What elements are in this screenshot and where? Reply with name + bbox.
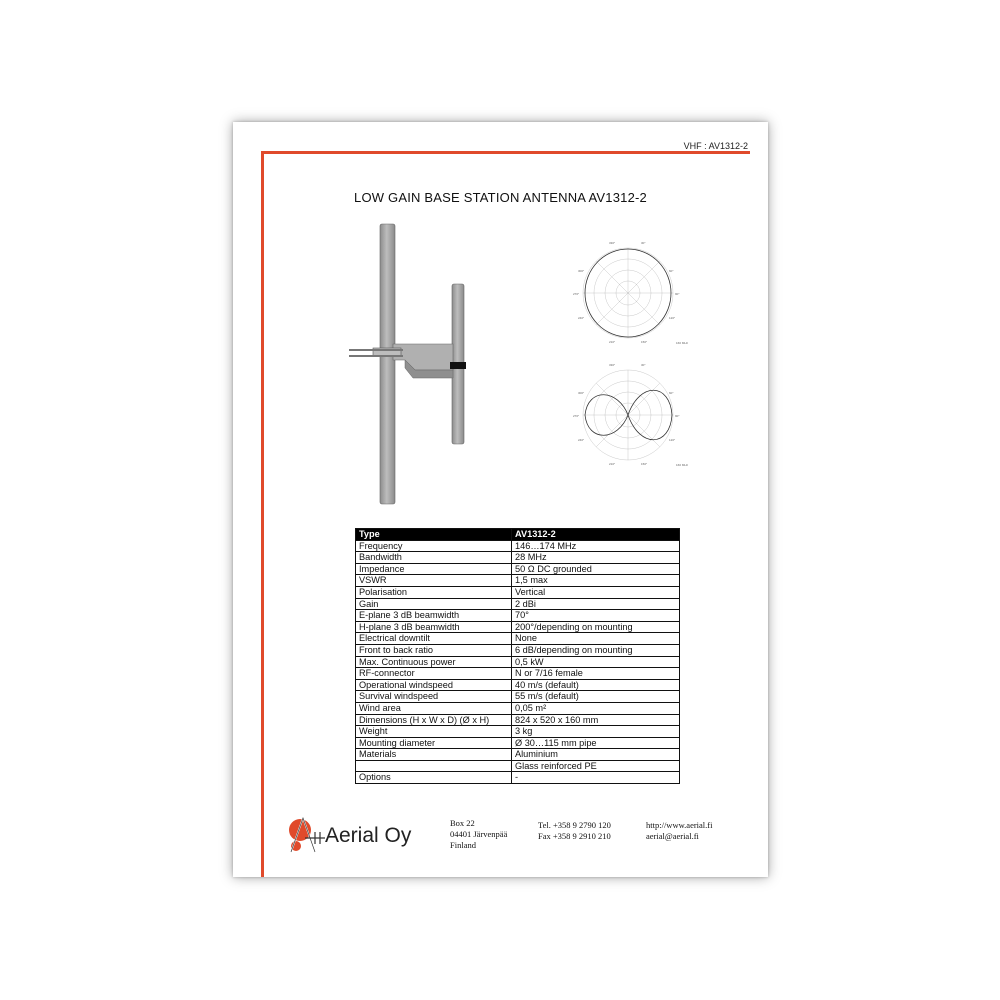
spec-value: 50 Ω DC grounded: [512, 563, 680, 575]
svg-text:60°: 60°: [669, 391, 674, 395]
spec-label: Impedance: [356, 563, 512, 575]
spec-table-header: [356, 529, 680, 541]
polar-pattern-h-plane: [558, 237, 698, 349]
spec-value: -: [512, 772, 680, 784]
spec-row: [356, 656, 680, 668]
footer-web: [646, 820, 713, 842]
spec-row: [356, 540, 680, 552]
company-name: Aerial Oy: [325, 824, 412, 847]
spec-value: N or 7/16 female: [512, 668, 680, 680]
spec-label: Gain: [356, 598, 512, 610]
spec-label: Dimensions (H x W x D) (Ø x H): [356, 714, 512, 726]
spec-table: [355, 528, 680, 784]
spec-value: 70°: [512, 610, 680, 622]
spec-label: Polarisation: [356, 586, 512, 598]
address-line: Finland: [450, 840, 476, 850]
spec-label: Frequency: [356, 540, 512, 552]
spec-row: [356, 772, 680, 784]
fax-line: Fax +358 9 2910 210: [538, 831, 611, 841]
svg-text:150°: 150°: [641, 462, 648, 466]
accent-rule-left: [261, 151, 264, 877]
spec-row: [356, 621, 680, 633]
website-link[interactable]: http://www.aerial.fi: [646, 820, 713, 830]
spec-value: Glass reinforced PE: [512, 760, 680, 772]
spec-label: Operational windspeed: [356, 679, 512, 691]
spec-value: 824 x 520 x 160 mm: [512, 714, 680, 726]
svg-text:160 MHz: 160 MHz: [676, 341, 689, 345]
spec-value: 40 m/s (default): [512, 679, 680, 691]
spec-row: [356, 633, 680, 645]
spec-row: [356, 679, 680, 691]
svg-text:300°: 300°: [578, 391, 585, 395]
spec-value: 146…174 MHz: [512, 540, 680, 552]
spec-label: RF-connector: [356, 668, 512, 680]
spec-row: [356, 702, 680, 714]
spec-row: [356, 668, 680, 680]
svg-text:60°: 60°: [669, 269, 674, 273]
spec-value: 0,5 kW: [512, 656, 680, 668]
svg-text:210°: 210°: [609, 462, 616, 466]
svg-text:30°: 30°: [641, 363, 646, 367]
spec-row: [356, 760, 680, 772]
spec-label: Weight: [356, 726, 512, 738]
footer-phone: [538, 820, 611, 842]
svg-text:30°: 30°: [641, 241, 646, 245]
svg-text:120°: 120°: [669, 438, 676, 442]
spec-row: [356, 552, 680, 564]
accent-rule-top: [261, 151, 750, 154]
spec-value: Vertical: [512, 586, 680, 598]
address-line: 04401 Järvenpää: [450, 829, 508, 839]
page-title: LOW GAIN BASE STATION ANTENNA AV1312-2: [354, 190, 647, 205]
spec-row: [356, 726, 680, 738]
svg-text:150°: 150°: [641, 340, 648, 344]
svg-text:270°: 270°: [573, 292, 580, 296]
spec-value: 28 MHz: [512, 552, 680, 564]
footer-address: [450, 818, 507, 851]
spec-row: [356, 644, 680, 656]
spec-value: Aluminium: [512, 749, 680, 761]
spec-label: Max. Continuous power: [356, 656, 512, 668]
email-link[interactable]: aerial@aerial.fi: [646, 831, 699, 841]
spec-value: 1,5 max: [512, 575, 680, 587]
spec-value: 0,05 m²: [512, 702, 680, 714]
spec-row: [356, 737, 680, 749]
svg-text:300°: 300°: [578, 269, 585, 273]
spec-row: [356, 691, 680, 703]
spec-row: [356, 749, 680, 761]
svg-text:240°: 240°: [578, 438, 585, 442]
svg-text:240°: 240°: [578, 316, 585, 320]
spec-label: Options: [356, 772, 512, 784]
spec-value: 6 dB/depending on mounting: [512, 644, 680, 656]
spec-label: VSWR: [356, 575, 512, 587]
spec-label: Electrical downtilt: [356, 633, 512, 645]
spec-label: E-plane 3 dB beamwidth: [356, 610, 512, 622]
spec-value: 200°/depending on mounting: [512, 621, 680, 633]
spec-row: [356, 598, 680, 610]
svg-text:270°: 270°: [573, 414, 580, 418]
polar-pattern-e-plane: [558, 359, 698, 471]
svg-text:330°: 330°: [609, 241, 616, 245]
spec-label: Bandwidth: [356, 552, 512, 564]
spec-label: Survival windspeed: [356, 691, 512, 703]
spec-row: [356, 610, 680, 622]
svg-text:210°: 210°: [609, 340, 616, 344]
spec-value: Ø 30…115 mm pipe: [512, 737, 680, 749]
spec-label: Wind area: [356, 702, 512, 714]
spec-label: [356, 760, 512, 772]
spec-label: Mounting diameter: [356, 737, 512, 749]
spec-label: Materials: [356, 749, 512, 761]
spec-value: 3 kg: [512, 726, 680, 738]
spec-label: H-plane 3 dB beamwidth: [356, 621, 512, 633]
spec-value: None: [512, 633, 680, 645]
document-code: VHF : AV1312-2: [683, 141, 748, 151]
spec-value: 55 m/s (default): [512, 691, 680, 703]
spec-header-value: AV1312-2: [512, 529, 680, 541]
svg-text:90°: 90°: [675, 414, 680, 418]
spec-row: [356, 586, 680, 598]
svg-text:120°: 120°: [669, 316, 676, 320]
spec-value: 2 dBi: [512, 598, 680, 610]
address-line: Box 22: [450, 818, 475, 828]
svg-text:90°: 90°: [675, 292, 680, 296]
svg-text:330°: 330°: [609, 363, 616, 367]
antenna-illustration: [343, 222, 483, 507]
spec-label: Front to back ratio: [356, 644, 512, 656]
spec-header-label: Type: [356, 529, 512, 541]
spec-row: [356, 563, 680, 575]
datasheet-page: [233, 122, 768, 877]
spec-row: [356, 575, 680, 587]
svg-text:160 MHz: 160 MHz: [676, 463, 689, 467]
phone-line: Tel. +358 9 2790 120: [538, 820, 611, 830]
spec-row: [356, 714, 680, 726]
